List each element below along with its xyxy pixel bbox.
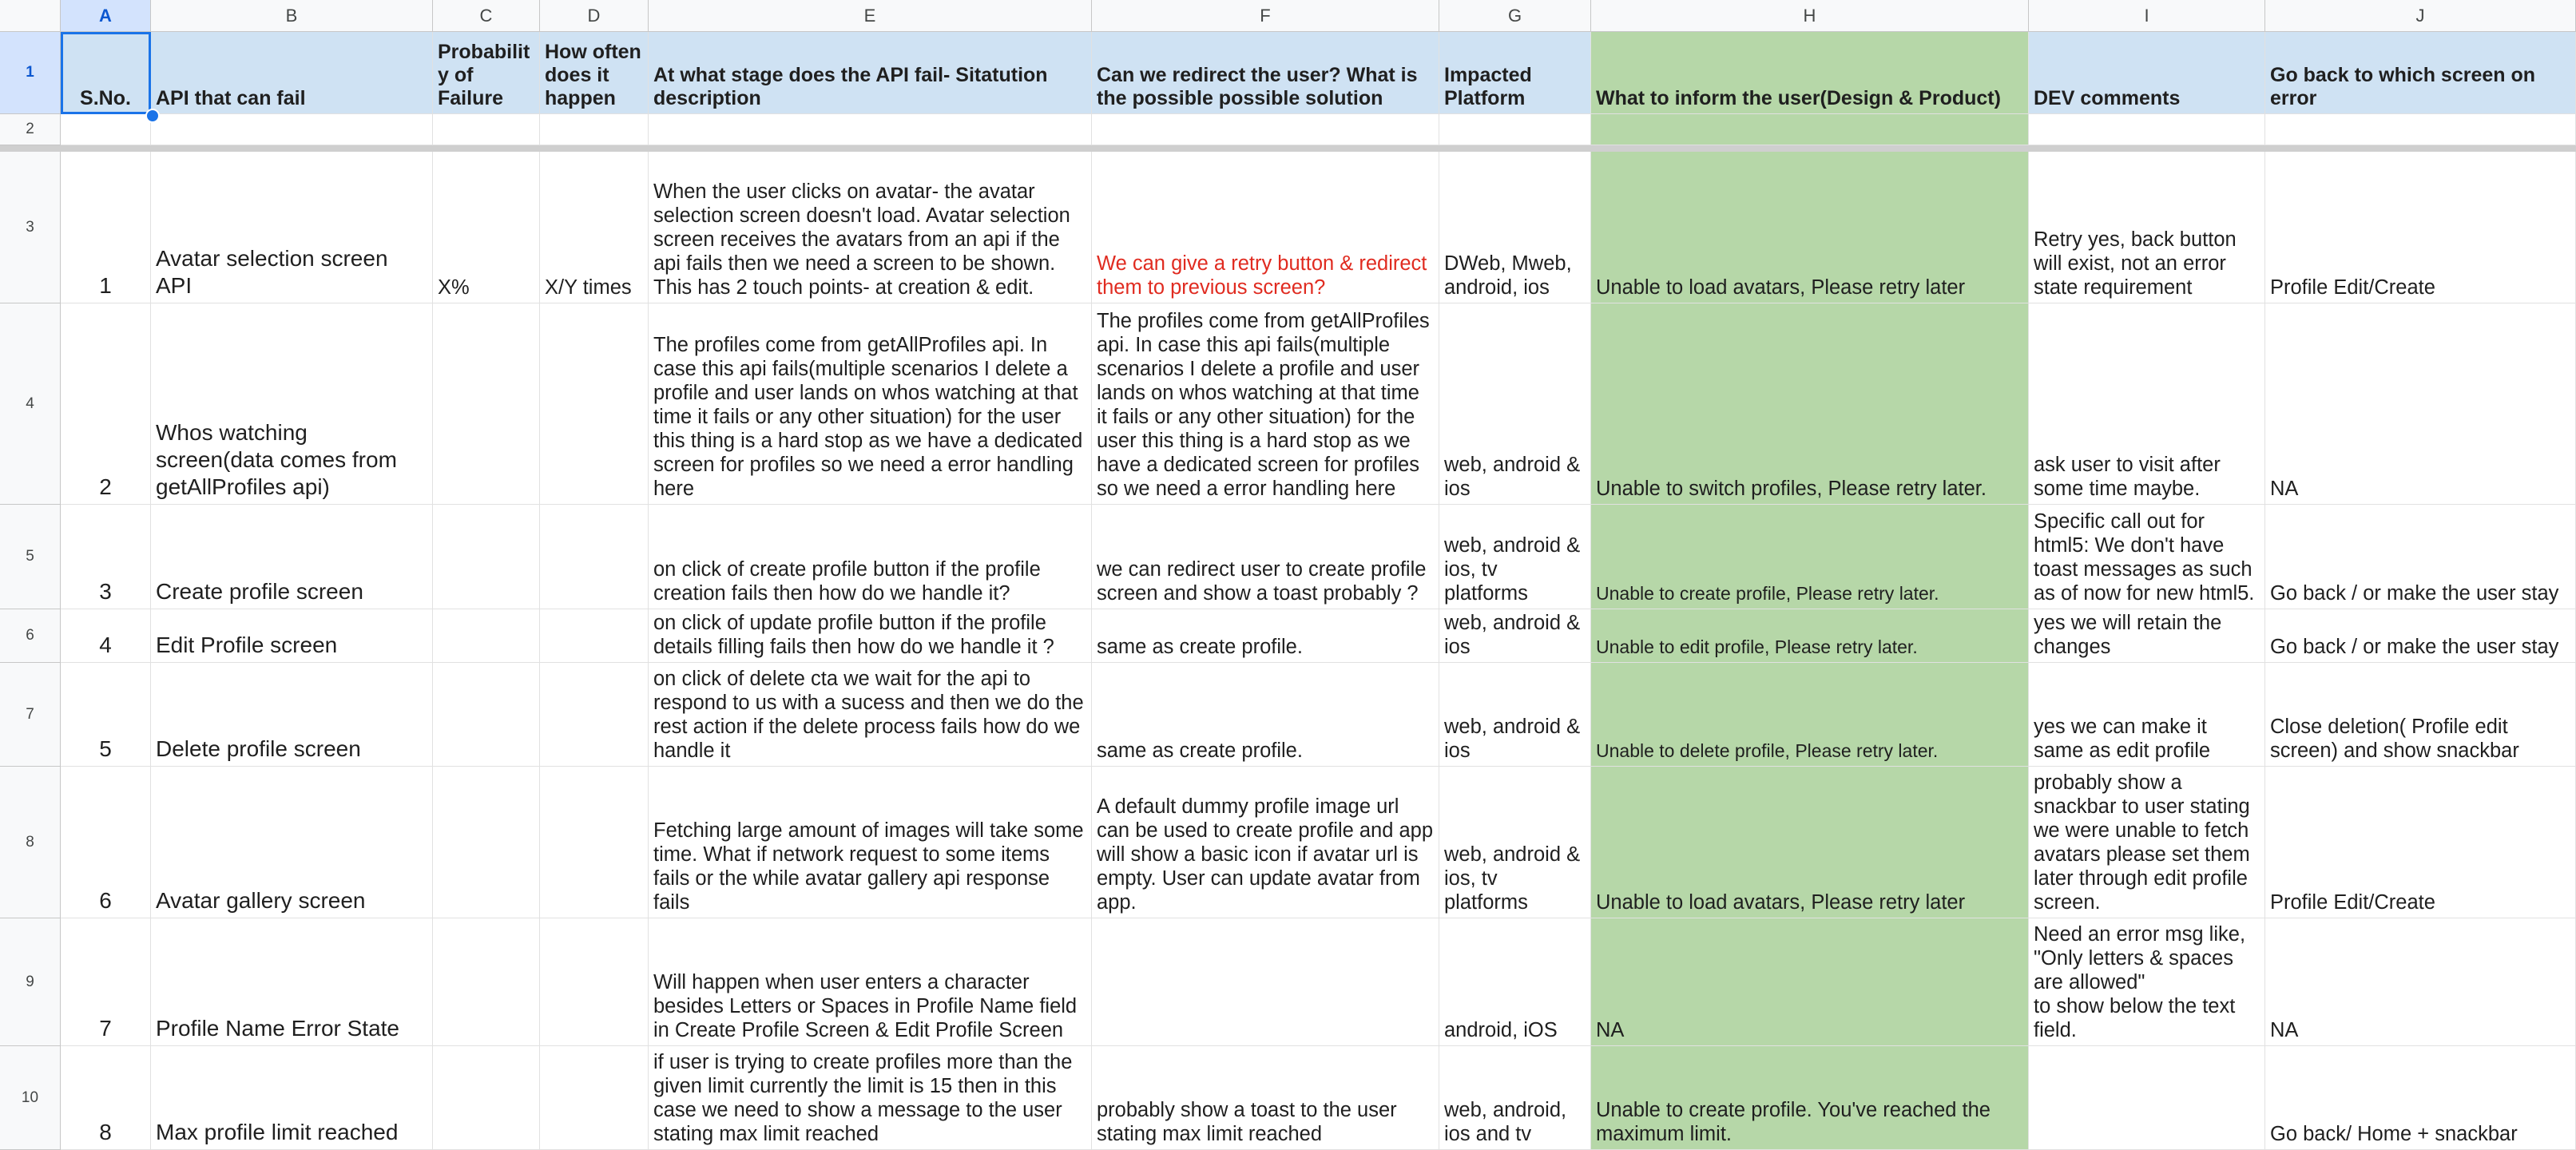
cell-probability-row2[interactable] [433, 303, 540, 505]
cell-row2-dev[interactable] [2029, 114, 2265, 145]
cell-api-row4[interactable]: Edit Profile screen [151, 609, 433, 663]
cell-platform-row8[interactable]: web, android, ios and tv [1439, 1046, 1591, 1150]
cell-sno-row1[interactable]: 1 [61, 152, 151, 303]
cell-how_often-row8[interactable] [540, 1046, 649, 1150]
cell-sno-row2[interactable]: 2 [61, 303, 151, 505]
cell-redirect-row1[interactable]: We can give a retry button & redirect them to previous screen? [1092, 152, 1439, 303]
column-header-c[interactable]: C [433, 0, 540, 32]
column-header-b[interactable]: B [151, 0, 433, 32]
header-cell-how_often[interactable]: How often does it happen [540, 32, 649, 114]
header-cell-stage[interactable]: At what stage does the API fail- Sitatution description [649, 32, 1092, 114]
cell-inform-row2[interactable]: Unable to switch profiles, Please retry later. [1591, 303, 2029, 505]
cell-goback-row4[interactable]: Go back / or make the user stay [2265, 609, 2576, 663]
cell-inform-row5[interactable]: Unable to delete profile, Please retry later. [1591, 663, 2029, 767]
cell-row2-platform[interactable] [1439, 114, 1591, 145]
cell-redirect-row3[interactable]: we can redirect user to create profile screen and show a toast probably ? [1092, 505, 1439, 609]
header-cell-platform[interactable]: Impacted Platform [1439, 32, 1591, 114]
header-cell-inform[interactable]: What to inform the user(Design & Product) [1591, 32, 2029, 114]
fill-handle[interactable] [145, 109, 160, 123]
cell-stage-row1[interactable]: When the user clicks on avatar- the avatar selection screen doesn't load. Avatar selection screen receives the avatars from an api if the api fails then we need a screen to be shown. This has 2 touch points- at creation & edit. [649, 152, 1092, 303]
cell-inform-row8[interactable]: Unable to create profile. You've reached the maximum limit. [1591, 1046, 2029, 1150]
cell-inform-row1[interactable]: Unable to load avatars, Please retry later [1591, 152, 2029, 303]
cell-row2-stage[interactable] [649, 114, 1092, 145]
cell-api-row3[interactable]: Create profile screen [151, 505, 433, 609]
cell-redirect-row6[interactable]: A default dummy profile image url can be used to create profile and app will show a basic icon if avatar url is empty. User can update avatar from app. [1092, 767, 1439, 918]
cell-redirect-row8[interactable]: probably show a toast to the user stating max limit reached [1092, 1046, 1439, 1150]
cell-stage-row7[interactable]: Will happen when user enters a character besides Letters or Spaces in Profile Name field in Create Profile Screen & Edit Profile Screen [649, 918, 1092, 1046]
column-header-d[interactable]: D [540, 0, 649, 32]
cell-how_often-row6[interactable] [540, 767, 649, 918]
column-header-f[interactable]: F [1092, 0, 1439, 32]
header-cell-redirect[interactable]: Can we redirect the user? What is the possible possible solution [1092, 32, 1439, 114]
cell-how_often-row7[interactable] [540, 918, 649, 1046]
cell-dev-row6[interactable]: probably show a snackbar to user stating we were unable to fetch avatars please set them later through edit profile screen. [2029, 767, 2265, 918]
cell-sno-row4[interactable]: 4 [61, 609, 151, 663]
cell-row2-how_often[interactable] [540, 114, 649, 145]
cell-redirect-row5[interactable]: same as create profile. [1092, 663, 1439, 767]
cell-goback-row8[interactable]: Go back/ Home + snackbar [2265, 1046, 2576, 1150]
cell-probability-row3[interactable] [433, 505, 540, 609]
cell-api-row5[interactable]: Delete profile screen [151, 663, 433, 767]
cell-probability-row8[interactable] [433, 1046, 540, 1150]
cell-goback-row6[interactable]: Profile Edit/Create [2265, 767, 2576, 918]
cell-probability-row7[interactable] [433, 918, 540, 1046]
header-cell-goback[interactable]: Go back to which screen on error [2265, 32, 2576, 114]
cell-dev-row8[interactable] [2029, 1046, 2265, 1150]
cell-sno-row7[interactable]: 7 [61, 918, 151, 1046]
cell-sno-row8[interactable]: 8 [61, 1046, 151, 1150]
column-header-j[interactable]: J [2265, 0, 2576, 32]
cell-row2-redirect[interactable] [1092, 114, 1439, 145]
frozen-rows-divider[interactable] [0, 145, 2576, 152]
cell-platform-row2[interactable]: web, android & ios [1439, 303, 1591, 505]
cell-api-row6[interactable]: Avatar gallery screen [151, 767, 433, 918]
cell-how_often-row1[interactable]: X/Y times [540, 152, 649, 303]
column-header-g[interactable]: G [1439, 0, 1591, 32]
cell-row2-probability[interactable] [433, 114, 540, 145]
cell-redirect-row4[interactable]: same as create profile. [1092, 609, 1439, 663]
cell-dev-row4[interactable]: yes we will retain the changes [2029, 609, 2265, 663]
cell-how_often-row4[interactable] [540, 609, 649, 663]
row-header-3[interactable]: 3 [0, 152, 61, 303]
cell-platform-row4[interactable]: web, android & ios [1439, 609, 1591, 663]
cell-sno-row6[interactable]: 6 [61, 767, 151, 918]
cell-platform-row5[interactable]: web, android & ios [1439, 663, 1591, 767]
cell-row2-api[interactable] [151, 114, 433, 145]
cell-platform-row6[interactable]: web, android & ios, tv platforms [1439, 767, 1591, 918]
cell-goback-row3[interactable]: Go back / or make the user stay [2265, 505, 2576, 609]
row-header-7[interactable]: 7 [0, 663, 61, 767]
cell-platform-row3[interactable]: web, android & ios, tv platforms [1439, 505, 1591, 609]
cell-stage-row2[interactable]: The profiles come from getAllProfiles api. In case this api fails(multiple scenarios I delete a profile and user lands on whos watching at that time it fails or any other situation) for the user this thing is a hard stop as we have a dedicated screen for profiles so we need a error handling here [649, 303, 1092, 505]
cell-how_often-row3[interactable] [540, 505, 649, 609]
cell-stage-row3[interactable]: on click of create profile button if the profile creation fails then how do we handle it? [649, 505, 1092, 609]
cell-redirect-row7[interactable] [1092, 918, 1439, 1046]
cell-goback-row5[interactable]: Close deletion( Profile edit screen) and show snackbar [2265, 663, 2576, 767]
cell-inform-row7[interactable]: NA [1591, 918, 2029, 1046]
column-headers [0, 0, 2576, 32]
row-header-8[interactable]: 8 [0, 767, 61, 918]
cell-row2-sno[interactable] [61, 114, 151, 145]
cell-platform-row7[interactable]: android, iOS [1439, 918, 1591, 1046]
row-header-2[interactable]: 2 [0, 114, 61, 145]
cell-probability-row5[interactable] [433, 663, 540, 767]
row-header-9[interactable]: 9 [0, 918, 61, 1046]
cell-row2-goback[interactable] [2265, 114, 2576, 145]
header-cell-sno[interactable]: S.No. [61, 32, 151, 114]
cell-inform-row3[interactable]: Unable to create profile, Please retry later. [1591, 505, 2029, 609]
row-header-6[interactable]: 6 [0, 609, 61, 663]
cell-inform-row4[interactable]: Unable to edit profile, Please retry later. [1591, 609, 2029, 663]
header-cell-api[interactable]: API that can fail [151, 32, 433, 114]
row-header-4[interactable]: 4 [0, 303, 61, 505]
row-header-10[interactable]: 10 [0, 1046, 61, 1150]
cell-dev-row1[interactable]: Retry yes, back button will exist, not an error state requirement [2029, 152, 2265, 303]
header-cell-probability[interactable]: Probability of Failure [433, 32, 540, 114]
cell-goback-row7[interactable]: NA [2265, 918, 2576, 1046]
cell-api-row8[interactable]: Max profile limit reached [151, 1046, 433, 1150]
cell-dev-row7[interactable]: Need an error msg like, "Only letters & spaces are allowed" to show below the text field. [2029, 918, 2265, 1046]
cell-goback-row1[interactable]: Profile Edit/Create [2265, 152, 2576, 303]
cell-api-row1[interactable]: Avatar selection screen API [151, 152, 433, 303]
cell-row2-inform[interactable] [1591, 114, 2029, 145]
column-header-e[interactable]: E [649, 0, 1092, 32]
cell-sno-row5[interactable]: 5 [61, 663, 151, 767]
column-header-i[interactable]: I [2029, 0, 2265, 32]
cell-probability-row1[interactable]: X% [433, 152, 540, 303]
cell-sno-row3[interactable]: 3 [61, 505, 151, 609]
cell-how_often-row5[interactable] [540, 663, 649, 767]
cell-probability-row6[interactable] [433, 767, 540, 918]
column-header-h[interactable]: H [1591, 0, 2029, 32]
cell-redirect-row2[interactable]: The profiles come from getAllProfiles api. In case this api fails(multiple scenarios I delete a profile and user lands on whos watching at that time it fails or any other situation) for the user this thing is a hard stop as we have a dedicated screen for profiles so we need a error handling here [1092, 303, 1439, 505]
active-cell-selection [61, 32, 151, 114]
cell-api-row7[interactable]: Profile Name Error State [151, 918, 433, 1046]
cell-stage-row4[interactable]: on click of update profile button if the profile details filling fails then how do we handle it ? [649, 609, 1092, 663]
cell-stage-row5[interactable]: on click of delete cta we wait for the api to respond to us with a sucess and then we do the rest action if the delete process fails how do we handle it [649, 663, 1092, 767]
cell-dev-row2[interactable]: ask user to visit after some time maybe. [2029, 303, 2265, 505]
cell-probability-row4[interactable] [433, 609, 540, 663]
cell-api-row2[interactable]: Whos watching screen(data comes from getAllProfiles api) [151, 303, 433, 505]
cell-stage-row6[interactable]: Fetching large amount of images will take some time. What if network request to some items fails or the while avatar gallery api response fails [649, 767, 1092, 918]
cell-dev-row3[interactable]: Specific call out for html5: We don't have toast messages as such as of now for new html5. [2029, 505, 2265, 609]
cell-how_often-row2[interactable] [540, 303, 649, 505]
cell-dev-row5[interactable]: yes we can make it same as edit profile [2029, 663, 2265, 767]
header-cell-dev[interactable]: DEV comments [2029, 32, 2265, 114]
cell-stage-row8[interactable]: if user is trying to create profiles more than the given limit currently the limit is 15 then in this case we need to show a message to the user stating max limit reached [649, 1046, 1092, 1150]
row-header-5[interactable]: 5 [0, 505, 61, 609]
cell-goback-row2[interactable]: NA [2265, 303, 2576, 505]
cell-platform-row1[interactable]: DWeb, Mweb, android, ios [1439, 152, 1591, 303]
column-header-a[interactable]: A [61, 0, 151, 32]
cell-inform-row6[interactable]: Unable to load avatars, Please retry later [1591, 767, 2029, 918]
row-header-1[interactable]: 1 [0, 32, 61, 114]
